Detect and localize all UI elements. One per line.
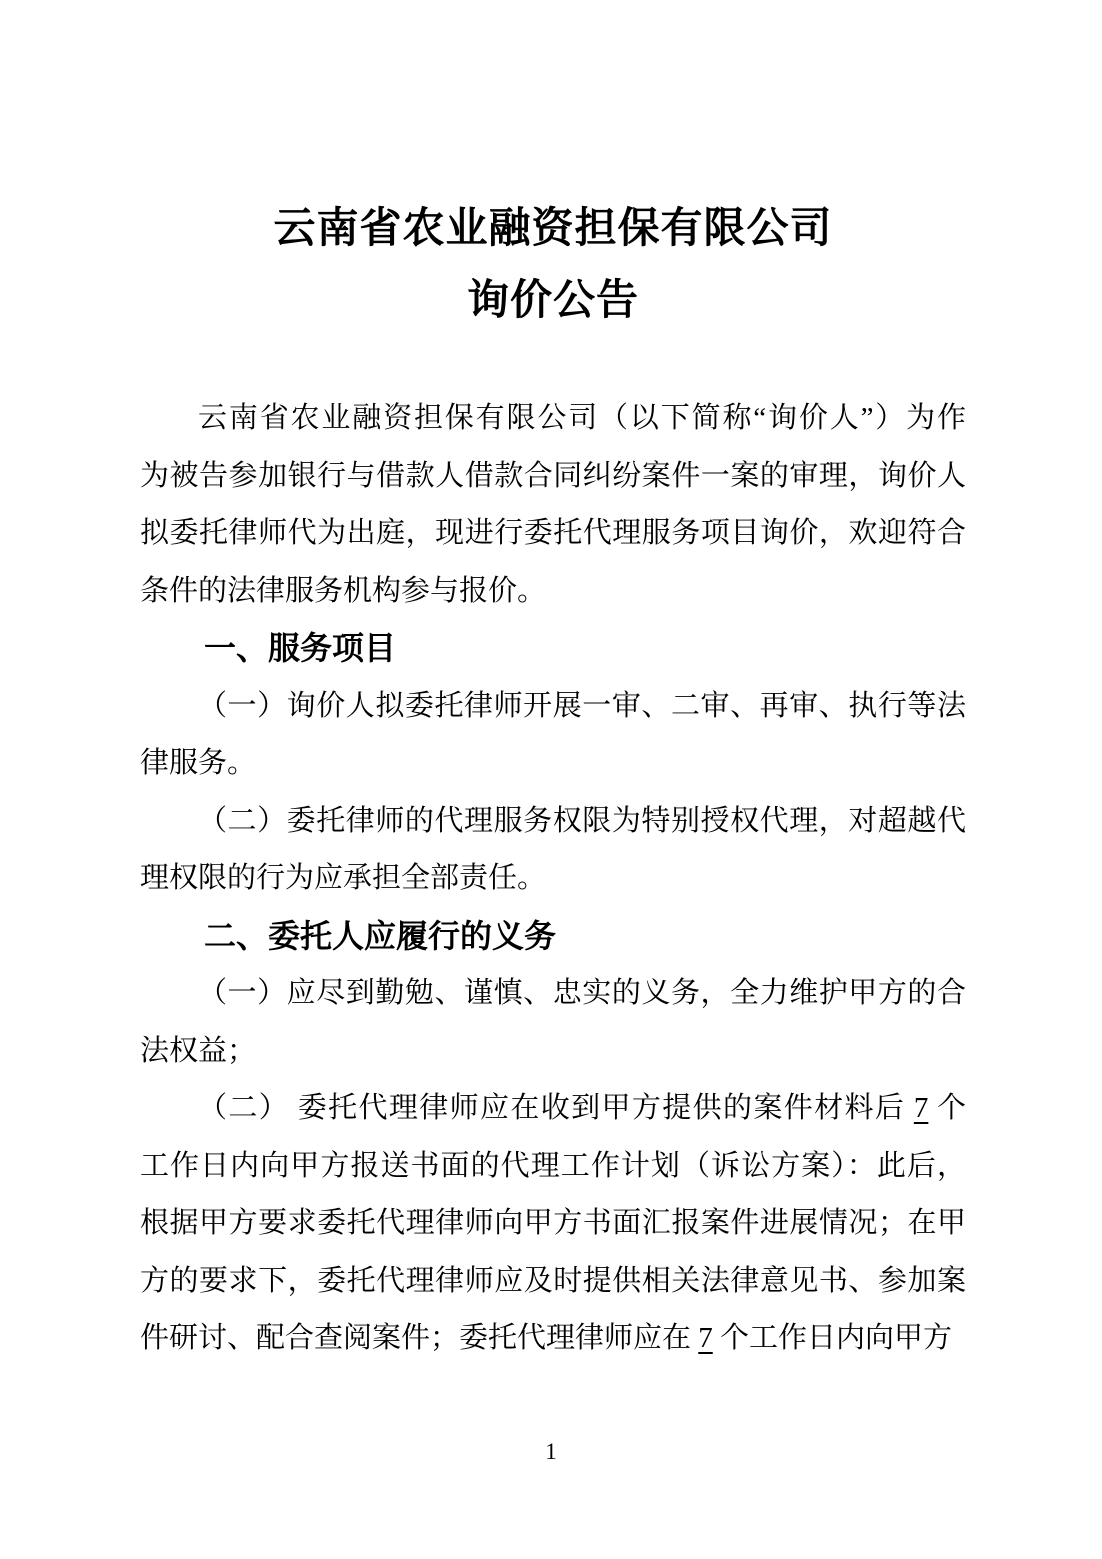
text-run: 云南省农业融资担保有限公司（以下简称“询价人”）为作 — [198, 402, 966, 434]
text-line — [140, 678, 966, 736]
text-line — [140, 563, 966, 621]
paragraph — [140, 390, 966, 620]
text-line — [140, 1023, 966, 1081]
text-line — [140, 735, 966, 793]
text-line — [140, 620, 966, 678]
text-run: （一）应尽到勤勉、谨慎、忠实的义务，全力维护甲方的合 — [198, 977, 966, 1009]
text-line — [140, 390, 966, 448]
section-heading — [140, 620, 966, 678]
text-line — [140, 1253, 966, 1311]
text-line — [140, 505, 966, 563]
text-run: 理权限的行为应承担全部责任。 — [140, 862, 547, 894]
document-subtitle: 询价公告 — [466, 276, 639, 323]
text-run: （一）询价人拟委托律师开展一审、二审、再审、执行等法 — [198, 689, 966, 722]
paragraph — [140, 965, 966, 1080]
text-run: 件研讨、配合查阅案件；委托代理律师应在 — [140, 1322, 699, 1354]
text-line — [140, 793, 966, 851]
text-run: 个工作日内向甲方 — [712, 1322, 953, 1354]
underlined-number: 7 — [913, 1092, 929, 1124]
paragraph — [140, 793, 966, 908]
text-run: 二、委托人应履行的义务 — [204, 917, 557, 954]
text-run: （二） 委托代理律师应在收到甲方提供的案件材料后 — [198, 1092, 914, 1124]
text-line — [140, 1080, 966, 1138]
text-run: 拟委托律师代为出庭，现进行委托代理服务项目询价，欢迎符合 — [140, 517, 966, 549]
text-run: 为被告参加银行与借款人借款合同纠纷案件一案的审理，询价人 — [140, 459, 966, 492]
document-title: 云南省农业融资担保有限公司 — [273, 204, 833, 251]
text-line — [140, 850, 966, 908]
text-run: 法权益； — [140, 1034, 257, 1067]
text-line — [140, 448, 966, 506]
text-run: 根据甲方要求委托代理律师向甲方书面汇报案件进展情况；在甲 — [140, 1207, 966, 1239]
text-run: 方的要求下，委托代理律师应及时提供相关法律意见书、参加案 — [140, 1264, 966, 1297]
text-run: 个 — [928, 1092, 966, 1124]
text-run: （二）委托律师的代理服务权限为特别授权代理，对超越代 — [198, 804, 966, 837]
page-number: 1 — [545, 1439, 557, 1464]
text-run: 律服务。 — [140, 747, 257, 779]
paragraph — [140, 1080, 966, 1368]
text-line — [140, 908, 966, 966]
text-run: 一、服务项目 — [204, 630, 397, 666]
text-run: 工作日内向甲方报送书面的代理工作计划（诉讼方案）：此后， — [140, 1149, 966, 1182]
text-line — [140, 1195, 966, 1253]
section-heading — [140, 908, 966, 966]
document-body — [140, 390, 966, 1368]
text-line — [140, 1310, 966, 1368]
paragraph — [140, 678, 966, 793]
document-header — [140, 202, 966, 326]
text-line — [140, 1138, 966, 1196]
text-run: 条件的法律服务机构参与报价。 — [140, 574, 547, 607]
text-line — [140, 965, 966, 1023]
underlined-number: 7 — [698, 1322, 713, 1354]
